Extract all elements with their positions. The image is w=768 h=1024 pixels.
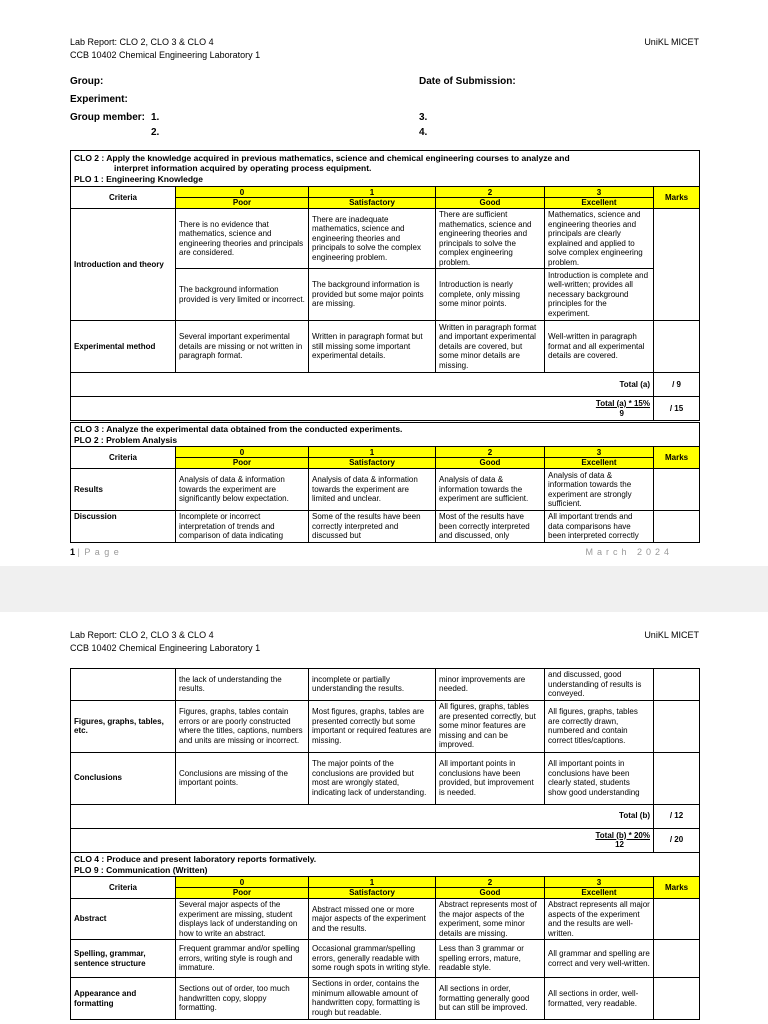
criterion-abstract: Abstract bbox=[71, 899, 176, 940]
rubric-cell: The major points of the conclusions are provided but most are wrongly stated, indicating lack of understanding. bbox=[309, 752, 436, 804]
rubric-cell: Abstract missed one or more major aspects of the experiment and the results. bbox=[309, 899, 436, 940]
clo4-line1: CLO 4 : Produce and present laboratory reports formatively. bbox=[74, 854, 317, 864]
rubric-cell: Several important experimental details are missing or not written in paragraph format. bbox=[176, 321, 309, 373]
rubric-cell: Well-written in paragraph format and all experimental details are covered. bbox=[545, 321, 654, 373]
rubric-cell: All sections in order, formatting generally good but can still be improved. bbox=[436, 978, 545, 1020]
page2-header bbox=[70, 629, 699, 655]
rubric-cell: Conclusions are missing of the important points. bbox=[176, 752, 309, 804]
criterion-conclusions: Conclusions bbox=[71, 752, 176, 804]
plo9-label: PLO 9 : Communication (Written) bbox=[74, 864, 208, 875]
experiment-label: Experiment: bbox=[70, 94, 128, 105]
rubric-cell: Frequent grammar and/or spelling errors, writing style is rough and immature. bbox=[176, 940, 309, 978]
clo2-heading bbox=[71, 151, 700, 187]
rubric-cell: All important trends and data comparisons have been interpreted correctly bbox=[545, 511, 654, 543]
level-excellent-header: 3 Excellent bbox=[545, 187, 654, 209]
rubric-cell: Sections out of order, too much handwritten copy, sloppy formatting. bbox=[176, 978, 309, 1020]
table-row bbox=[71, 511, 700, 543]
rubric-cell: There are inadequate mathematics, science and engineering theories and principals to solve the complex engineering problem. bbox=[309, 209, 436, 269]
rubric-cell: incomplete or partially understanding the results. bbox=[309, 669, 436, 701]
clo4-heading bbox=[71, 853, 700, 877]
rubric-cell: All figures, graphs, tables are correctly drawn, numbered and contain correct titles/captions. bbox=[545, 700, 654, 752]
rubric-cell: Less than 3 grammar or spelling errors, mature, readable style. bbox=[436, 940, 545, 978]
member-number-2: 2. bbox=[151, 127, 160, 138]
criteria-header: Criteria bbox=[71, 877, 176, 899]
report-title: Lab Report: CLO 2, CLO 3 & CLO 4 bbox=[70, 630, 214, 640]
table-row bbox=[71, 700, 700, 752]
table-row bbox=[71, 978, 700, 1020]
footer-date: March 2024 bbox=[585, 547, 673, 557]
group-member-label: Group member: bbox=[70, 112, 146, 123]
weighted-b-max: / 20 bbox=[654, 828, 700, 852]
level-satisfactory-header: 1 Satisfactory bbox=[309, 877, 436, 899]
clo2-line1: CLO 2 : Apply the knowledge acquired in previous mathematics, science and chemical engineering courses to analyze and bbox=[74, 152, 570, 163]
rubric-cell: Written in paragraph format and important experimental details are covered, but some minor details are missing. bbox=[436, 321, 545, 373]
criterion-results: Results bbox=[71, 469, 176, 511]
table-row bbox=[71, 752, 700, 804]
criterion-appearance: Appearance and formatting bbox=[71, 978, 176, 1020]
page1-footer bbox=[70, 547, 699, 557]
level-satisfactory-header: 1 Satisfactory bbox=[309, 447, 436, 469]
criteria-header: Criteria bbox=[71, 447, 176, 469]
course-title: CCB 10402 Chemical Engineering Laboratory 1 bbox=[70, 643, 261, 653]
member-number-4: 4. bbox=[419, 127, 428, 138]
clo2-line2: interpret information acquired by operating process equipment. bbox=[114, 163, 372, 174]
clo4-rubric-table bbox=[70, 852, 700, 1020]
criteria-header: Criteria bbox=[71, 187, 176, 209]
marks-cell[interactable] bbox=[654, 209, 700, 321]
rubric-cell: and discussed, good understanding of results is conveyed. bbox=[545, 669, 654, 701]
rubric-cell: All important points in conclusions have been provided, but improvement is needed. bbox=[436, 752, 545, 804]
rubric-cell: Written in paragraph format but still missing some important experimental details. bbox=[309, 321, 436, 373]
plo2-label: PLO 2 : Problem Analysis bbox=[74, 434, 178, 445]
page-label: | P a g e bbox=[77, 547, 120, 557]
rubric-cell: All figures, graphs, tables are presented correctly, but some minor features are missing and can be improved. bbox=[436, 700, 545, 752]
rubric-cell: Analysis of data & information towards the experiment are strongly sufficient. bbox=[545, 469, 654, 511]
rubric-cell: All sections in order, well-formatted, very readable. bbox=[545, 978, 654, 1020]
page-number: 1 bbox=[70, 547, 76, 557]
institution-name: UniKL MICET bbox=[644, 37, 699, 47]
marks-cell[interactable] bbox=[654, 321, 700, 373]
rubric-cell: Incomplete or incorrect interpretation of trends and comparison of data indicating bbox=[176, 511, 309, 543]
rubric-cell: Some of the results have been correctly interpreted and discussed but bbox=[309, 511, 436, 543]
total-b-label: Total (b) bbox=[71, 804, 654, 828]
course-title: CCB 10402 Chemical Engineering Laboratory 1 bbox=[70, 50, 261, 60]
rubric-cell: Most figures, graphs, tables are presented correctly but some important or required features are missing. bbox=[309, 700, 436, 752]
level-poor-header: 0 Poor bbox=[176, 877, 309, 899]
clo3-line1: CLO 3 : Analyze the experimental data obtained from the conducted experiments. bbox=[74, 424, 403, 434]
rubric-cell: Analysis of data & information towards the experiment are limited and unclear. bbox=[309, 469, 436, 511]
rubric-cell: Most of the results have been correctly interpreted and discussed, only bbox=[436, 511, 545, 543]
rubric-cell: All grammar and spelling are correct and very well-written. bbox=[545, 940, 654, 978]
marks-cell[interactable] bbox=[654, 940, 700, 978]
rubric-cell: Figures, graphs, tables contain errors or are poorly constructed where the titles, captions, numbers and units are missing or incorrect. bbox=[176, 700, 309, 752]
clo3-heading bbox=[71, 423, 700, 447]
total-b-max: / 12 bbox=[654, 804, 700, 828]
institution-name: UniKL MICET bbox=[644, 630, 699, 640]
total-a-label: Total (a) bbox=[71, 373, 654, 397]
level-poor-header: 0 Poor bbox=[176, 187, 309, 209]
criterion-introduction: Introduction and theory bbox=[71, 209, 176, 321]
criterion-discussion: Discussion bbox=[71, 511, 176, 543]
marks-header: Marks bbox=[654, 187, 700, 209]
rubric-cell: Occasional grammar/spelling errors, generally readable with some rough spots in writing style. bbox=[309, 940, 436, 978]
table-row bbox=[71, 469, 700, 511]
marks-header: Marks bbox=[654, 877, 700, 899]
marks-cell[interactable] bbox=[654, 669, 700, 701]
rubric-cell: Introduction is nearly complete, only missing some minor points. bbox=[436, 269, 545, 321]
marks-cell[interactable] bbox=[654, 752, 700, 804]
clo3-rubric-table-continued bbox=[70, 668, 700, 853]
level-excellent-header: 3 Excellent bbox=[545, 447, 654, 469]
clo3-rubric-table bbox=[70, 422, 700, 543]
rubric-cell: The background information provided is very limited or incorrect. bbox=[176, 269, 309, 321]
rubric-cell: Abstract represents most of the major aspects of the experiment, some minor details are missing. bbox=[436, 899, 545, 940]
rubric-cell: There are sufficient mathematics, science and engineering theories and principals to solve the complex engineering problem. bbox=[436, 209, 545, 269]
rubric-cell: There is no evidence that mathematics, science and engineering theories and principals are considered. bbox=[176, 209, 309, 269]
member-number-3: 3. bbox=[419, 112, 428, 123]
rubric-cell: minor improvements are needed. bbox=[436, 669, 545, 701]
marks-header: Marks bbox=[654, 447, 700, 469]
level-good-header: 2 Good bbox=[436, 187, 545, 209]
criterion-figures: Figures, graphs, tables, etc. bbox=[71, 700, 176, 752]
table-row bbox=[71, 899, 700, 940]
rubric-cell: Introduction is complete and well-written; provides all necessary background principles for the experiment. bbox=[545, 269, 654, 321]
table-row bbox=[71, 669, 700, 701]
rubric-cell: Sections in order, contains the minimum allowable amount of handwritten copy, formatting is rough but readable. bbox=[309, 978, 436, 1020]
level-good-header: 2 Good bbox=[436, 447, 545, 469]
rubric-cell: The background information is provided but some major points are missing. bbox=[309, 269, 436, 321]
total-b-formula: Total (b) * 20% 12 bbox=[71, 828, 654, 852]
page1-header bbox=[70, 36, 699, 62]
rubric-cell: Abstract represents all major aspects of the experiment and the results are well-written. bbox=[545, 899, 654, 940]
total-a-formula: Total (a) * 15% 9 bbox=[71, 397, 654, 421]
level-excellent-header: 3 Excellent bbox=[545, 877, 654, 899]
marks-cell[interactable] bbox=[654, 978, 700, 1020]
date-of-submission-label: Date of Submission: bbox=[419, 76, 516, 87]
criterion-discussion-cont bbox=[71, 669, 176, 701]
level-poor-header: 0 Poor bbox=[176, 447, 309, 469]
rubric-cell: Mathematics, science and engineering theories and principals are clearly explained and applied to solve complex engineering problem. bbox=[545, 209, 654, 269]
rubric-cell: the lack of understanding the results. bbox=[176, 669, 309, 701]
table-row bbox=[71, 940, 700, 978]
marks-cell[interactable] bbox=[654, 511, 700, 543]
level-satisfactory-header: 1 Satisfactory bbox=[309, 187, 436, 209]
member-number-1: 1. bbox=[151, 112, 160, 123]
criterion-spelling: Spelling, grammar, sentence structure bbox=[71, 940, 176, 978]
rubric-cell: Analysis of data & information towards the experiment are sufficient. bbox=[436, 469, 545, 511]
marks-cell[interactable] bbox=[654, 469, 700, 511]
table-row bbox=[71, 321, 700, 373]
page-separator bbox=[0, 566, 768, 612]
marks-cell[interactable] bbox=[654, 899, 700, 940]
report-title: Lab Report: CLO 2, CLO 3 & CLO 4 bbox=[70, 37, 214, 47]
rubric-cell: All important points in conclusions have been clearly stated, students show good understanding bbox=[545, 752, 654, 804]
rubric-cell: Several major aspects of the experiment are missing, student displays lack of understanding on how to write an abstract. bbox=[176, 899, 309, 940]
group-label: Group: bbox=[70, 76, 104, 87]
table-row bbox=[71, 209, 700, 269]
plo1-label: PLO 1 : Engineering Knowledge bbox=[74, 173, 203, 184]
weighted-a-max: / 15 bbox=[654, 397, 700, 421]
rubric-cell: Analysis of data & information towards the experiment are significantly below expectation. bbox=[176, 469, 309, 511]
clo2-rubric-table bbox=[70, 150, 700, 421]
criterion-experimental-method: Experimental method bbox=[71, 321, 176, 373]
marks-cell[interactable] bbox=[654, 700, 700, 752]
total-a-max: / 9 bbox=[654, 373, 700, 397]
level-good-header: 2 Good bbox=[436, 877, 545, 899]
